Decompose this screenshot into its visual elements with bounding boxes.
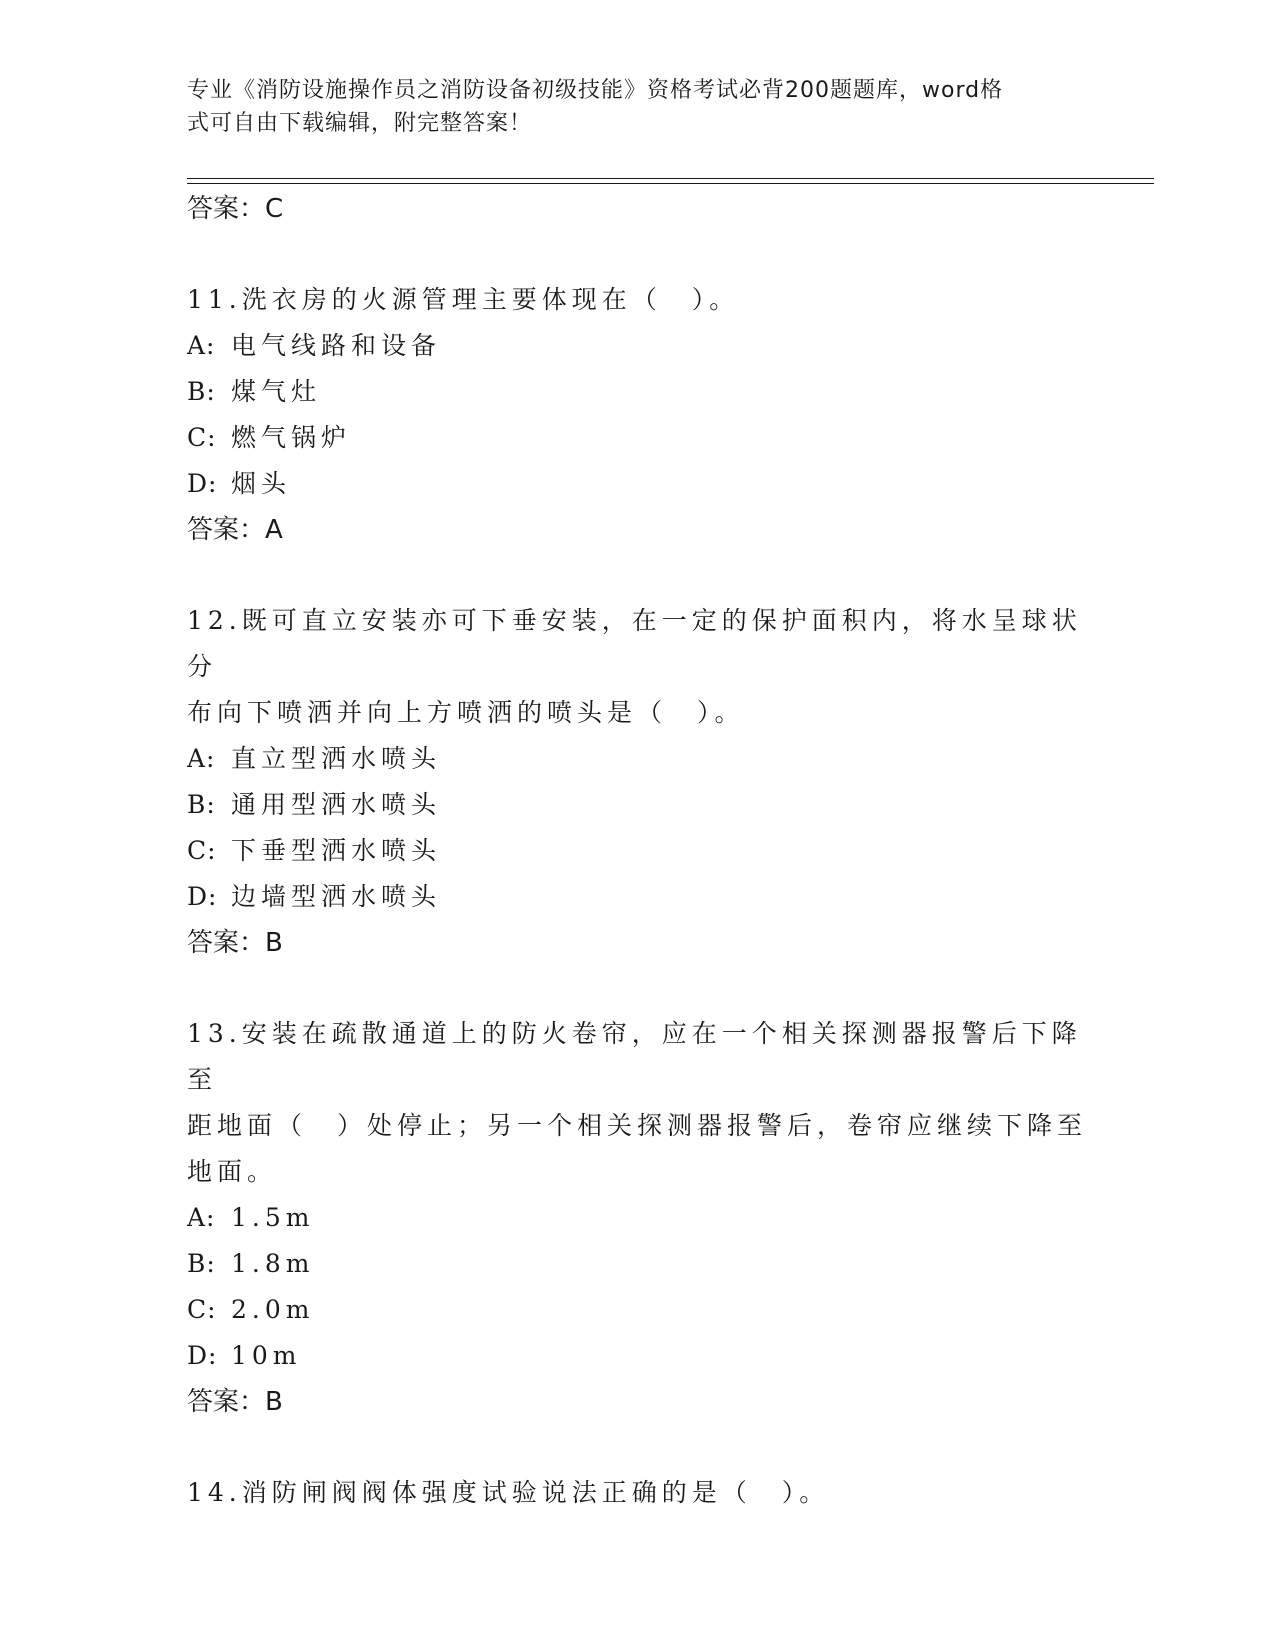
option-text: 边墙型洒水喷头 [231, 882, 442, 911]
question-12-option-a [187, 736, 1087, 782]
option-label: D: [187, 469, 218, 498]
question-13-option-b [187, 1241, 1087, 1287]
option-text: 电气线路和设备 [231, 331, 442, 360]
question-11-option-d [187, 461, 1087, 507]
option-label: A: [187, 331, 216, 360]
question-13-text-line-1: 13.安装在疏散通道上的防火卷帘，应在一个相关探测器报警后下降至 [187, 1019, 1082, 1094]
question-13 [187, 1011, 1087, 1425]
option-text: 1.8m [231, 1249, 315, 1278]
option-label: C: [187, 1295, 217, 1324]
question-11-option-a [187, 323, 1087, 369]
header-divider-top [187, 178, 1154, 179]
question-13-text-line-3: 地面。 [187, 1157, 278, 1186]
question-12 [187, 598, 1087, 966]
question-11 [187, 277, 1087, 553]
option-label: D: [187, 1341, 218, 1370]
question-14-text: 14.消防闸阀阀体强度试验说法正确的是（ ）。 [187, 1478, 830, 1507]
option-label: C: [187, 423, 217, 452]
answer-11: 答案：A [187, 515, 283, 545]
question-12-option-d [187, 874, 1087, 920]
option-label: C: [187, 836, 217, 865]
document-header [187, 74, 1077, 140]
option-text: 直立型洒水喷头 [231, 744, 442, 773]
question-list [187, 186, 1087, 1516]
question-12-option-b [187, 782, 1087, 828]
answer-13: 答案：B [187, 1387, 283, 1417]
question-14 [187, 1470, 1087, 1516]
option-label: A: [187, 744, 216, 773]
answer-10: 答案：C [187, 194, 284, 224]
question-11-text: 11.洗衣房的火源管理主要体现在（ ）。 [187, 285, 740, 314]
question-12-option-c [187, 828, 1087, 874]
option-text: 下垂型洒水喷头 [231, 836, 442, 865]
header-divider-bottom [187, 183, 1154, 184]
option-text: 10m [231, 1341, 302, 1370]
question-12-text-line-1: 12.既可直立安装亦可下垂安装，在一定的保护面积内，将水呈球状分 [187, 606, 1082, 681]
option-text: 烟头 [231, 469, 292, 498]
option-text: 燃气锅炉 [231, 423, 352, 452]
question-11-option-c [187, 415, 1087, 461]
option-label: A: [187, 1203, 216, 1232]
question-13-option-d [187, 1333, 1087, 1379]
question-11-option-b [187, 369, 1087, 415]
option-label: B: [187, 790, 216, 819]
option-text: 1.5m [231, 1203, 315, 1232]
option-text: 通用型洒水喷头 [231, 790, 442, 819]
header-line-1: 专业《消防设施操作员之消防设备初级技能》资格考试必背200题题库，word格 [187, 78, 1004, 103]
question-13-text-line-2: 距地面（ ）处停止；另一个相关探测器报警后，卷帘应继续下降至 [187, 1111, 1088, 1140]
option-label: D: [187, 882, 218, 911]
option-label: B: [187, 1249, 216, 1278]
header-line-2: 式可自由下载编辑，附完整答案！ [187, 111, 533, 136]
answer-12: 答案：B [187, 928, 283, 958]
option-text: 煤气灶 [231, 377, 322, 406]
option-label: B: [187, 377, 216, 406]
question-13-option-a [187, 1195, 1087, 1241]
option-text: 2.0m [231, 1295, 315, 1324]
question-13-option-c [187, 1287, 1087, 1333]
question-12-text-line-2: 布向下喷洒并向上方喷洒的喷头是（ ）。 [187, 698, 745, 727]
